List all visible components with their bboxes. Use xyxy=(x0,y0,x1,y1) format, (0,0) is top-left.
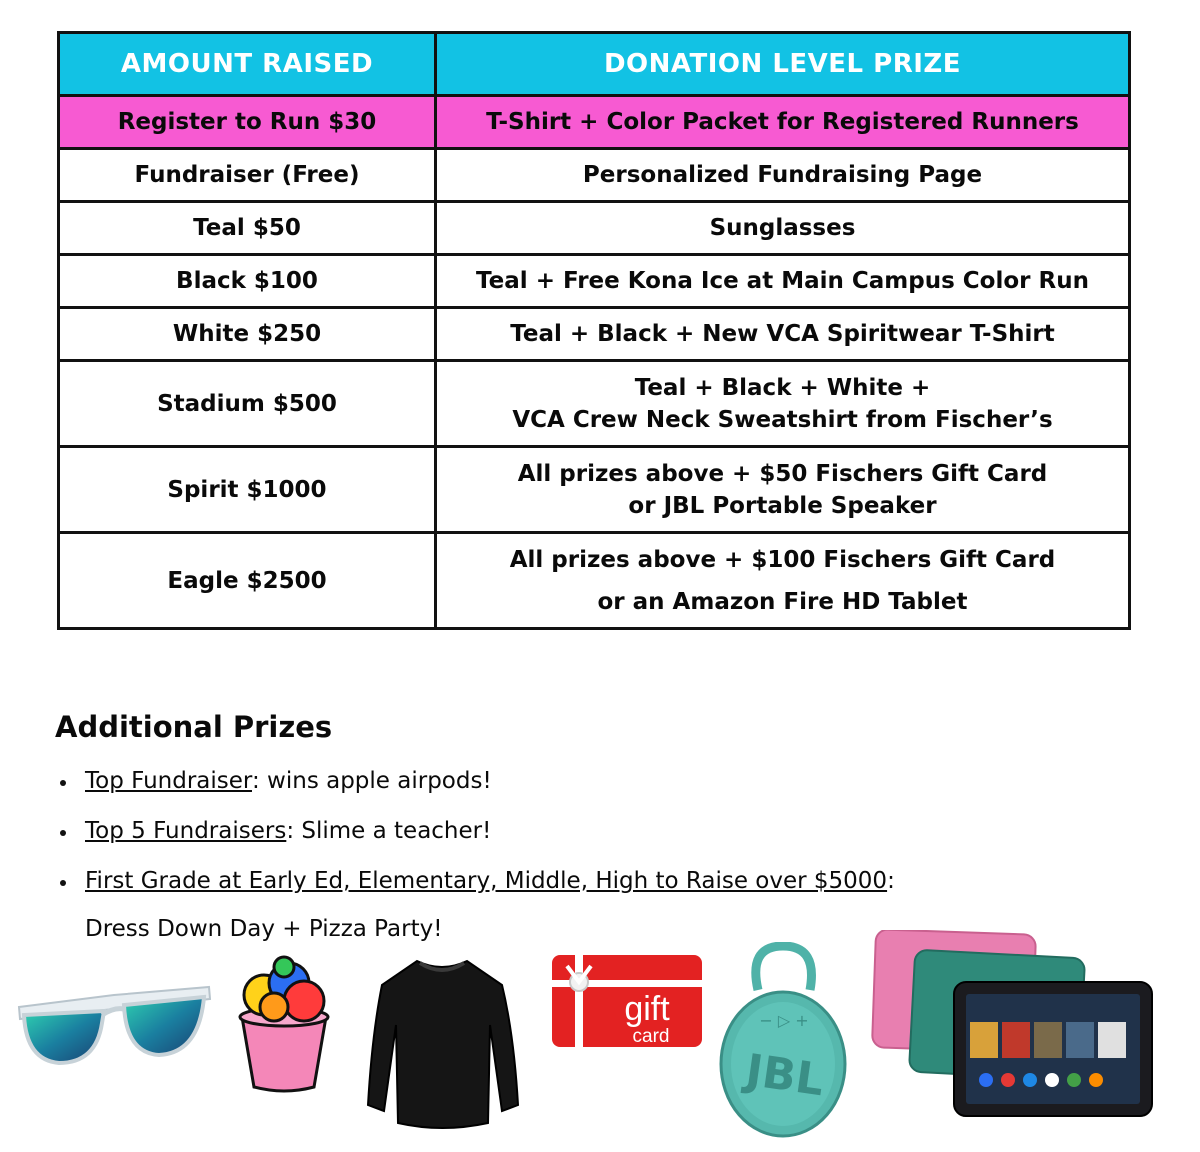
sunglasses-image xyxy=(14,975,214,1075)
prize-cell xyxy=(436,361,1130,447)
table-row xyxy=(59,447,1130,533)
prize-label: Top 5 Fundraisers xyxy=(85,818,287,844)
table-row xyxy=(59,361,1130,447)
table-header-row xyxy=(59,33,1130,96)
donation-prize-table xyxy=(57,31,1131,630)
list-item xyxy=(56,810,895,860)
prize-continuation: Dress Down Day + Pizza Party! xyxy=(85,916,443,942)
gift-card-image xyxy=(551,954,703,1048)
prize-line: Teal + Black + White + xyxy=(634,374,931,401)
table-row xyxy=(59,202,1130,255)
amount-cell: Register to Run $30 xyxy=(59,96,436,149)
additional-prizes-list xyxy=(56,760,895,950)
header-amount-raised: AMOUNT RAISED xyxy=(59,33,436,96)
prize-line: or JBL Portable Speaker xyxy=(628,492,937,519)
prize-cell xyxy=(436,447,1130,533)
amount-cell: Fundraiser (Free) xyxy=(59,149,436,202)
prize-line: or an Amazon Fire HD Tablet xyxy=(597,588,968,615)
sweatshirt-image xyxy=(362,955,522,1137)
prize-label: First Grade at Early Ed, Elementary, Middle, High to Raise over $5000 xyxy=(85,868,888,894)
table-row xyxy=(59,533,1130,629)
prize-line: All prizes above + $50 Fischers Gift Card xyxy=(517,460,1048,487)
jbl-speaker-image xyxy=(718,942,848,1138)
amount-cell: Spirit $1000 xyxy=(59,447,436,533)
gift-card-sublabel: card xyxy=(632,1026,670,1047)
amount-cell: Black $100 xyxy=(59,255,436,308)
prize-cell: Personalized Fundraising Page xyxy=(436,149,1130,202)
table-row xyxy=(59,255,1130,308)
jbl-logo: JBL xyxy=(742,1044,828,1107)
table-row xyxy=(59,149,1130,202)
prize-cell xyxy=(436,533,1130,629)
prize-line: All prizes above + $100 Fischers Gift Card xyxy=(509,546,1056,573)
table-row xyxy=(59,308,1130,361)
prize-label: Top Fundraiser xyxy=(85,768,252,794)
prize-cell: Teal + Black + New VCA Spiritwear T-Shirt xyxy=(436,308,1130,361)
prize-text: : wins apple airpods! xyxy=(251,768,492,794)
table-row xyxy=(59,96,1130,149)
prize-text: : xyxy=(887,868,895,894)
prize-line: VCA Crew Neck Sweatshirt from Fischer’s xyxy=(512,406,1053,433)
prize-cell: Teal + Free Kona Ice at Main Campus Color Run xyxy=(436,255,1130,308)
amount-cell: Stadium $500 xyxy=(59,361,436,447)
header-donation-level-prize: DONATION LEVEL PRIZE xyxy=(436,33,1130,96)
gift-card-label: gift xyxy=(624,990,670,1028)
speaker-controls-icon: − ▷ + xyxy=(759,1011,809,1030)
prize-cell: T-Shirt + Color Packet for Registered Runners xyxy=(436,96,1130,149)
additional-prizes-title: Additional Prizes xyxy=(55,710,333,744)
amount-cell: Teal $50 xyxy=(59,202,436,255)
amount-cell: White $250 xyxy=(59,308,436,361)
amount-cell: Eagle $2500 xyxy=(59,533,436,629)
list-item xyxy=(56,860,895,950)
prize-text: : Slime a teacher! xyxy=(286,818,492,844)
fire-tablets-image xyxy=(870,930,1155,1118)
list-item xyxy=(56,760,895,810)
snow-cone-image xyxy=(234,955,334,1095)
prize-cell: Sunglasses xyxy=(436,202,1130,255)
